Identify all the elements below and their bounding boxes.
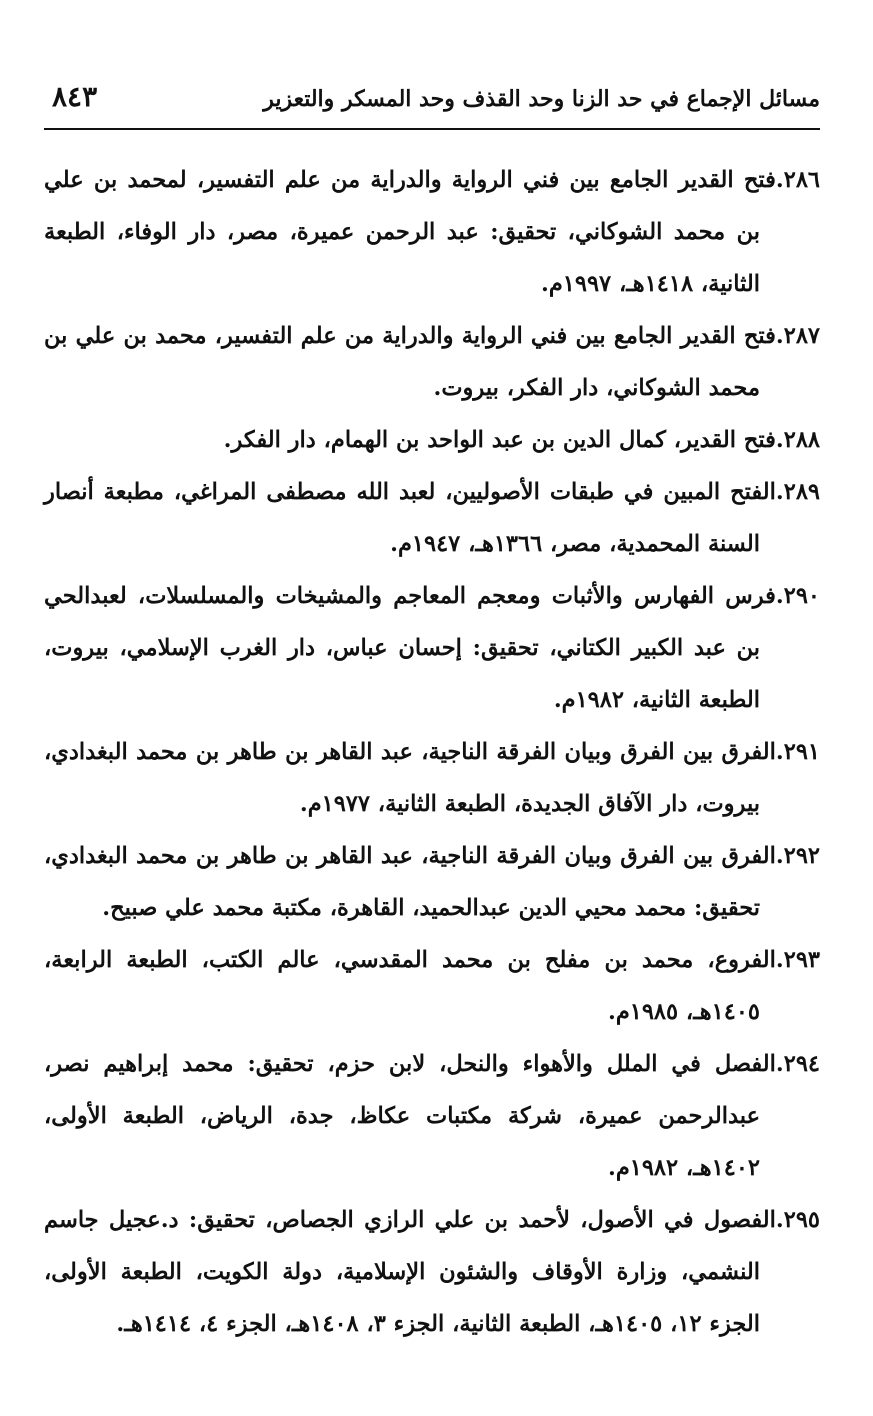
- entry-text: الفصل في الملل والأهواء والنحل، لابن حزم، تحقيق: محمد إبراهيم نصر، عبدالرحمن عميرة، شركة مكتبات عكاظ، جدة، الرياض، الطبعة الأولى، ١٤٠٢هـ، ١٩٨٢م.: [44, 1051, 776, 1181]
- bibliography-entry: [44, 726, 820, 830]
- bibliography-entry: [44, 414, 820, 466]
- entry-number: ٢٨٧.: [775, 323, 820, 349]
- entry-text: الفصول في الأصول، لأحمد بن علي الرازي الجصاص، تحقيق: د.عجيل جاسم النشمي، وزارة الأوقاف والشئون الإسلامية، دولة الكويت، الطبعة الأولى، الجزء ١٢، ١٤٠٥هـ، الطبعة الثانية، الجزء ٣، ١٤٠٨هـ، الجزء ٤، ١٤١٤هـ.: [44, 1207, 776, 1337]
- entry-number: ٢٨٨.: [775, 427, 820, 453]
- header-divider: [44, 128, 820, 130]
- entry-text: فتح القدير الجامع بين فني الرواية والدراية من علم التفسير، لمحمد بن علي بن محمد الشوكاني، تحقيق: عبد الرحمن عميرة، مصر، دار الوفاء، الطبعة الثانية، ١٤١٨هـ، ١٩٩٧م.: [44, 167, 776, 297]
- bibliography-entry: [44, 934, 820, 1038]
- entry-number: ٢٩٢.: [775, 843, 820, 869]
- entry-number: ٢٩٣.: [775, 947, 820, 973]
- running-header: [44, 80, 820, 126]
- bibliography-entry: [44, 830, 820, 934]
- entry-text: الفروع، محمد بن مفلح بن محمد المقدسي، عالم الكتب، الطبعة الرابعة، ١٤٠٥هـ، ١٩٨٥م.: [44, 947, 776, 1025]
- entry-number: ٢٩٠.: [775, 583, 820, 609]
- bibliography-list: [44, 154, 820, 1350]
- entry-number: ٢٨٦.: [775, 167, 820, 193]
- entry-text: الفتح المبين في طبقات الأصوليين، لعبد الله مصطفى المراغي، مطبعة أنصار السنة المحمدية، مصر، ١٣٦٦هـ، ١٩٤٧م.: [44, 479, 776, 557]
- bibliography-entry: [44, 154, 820, 310]
- bibliography-entry: [44, 466, 820, 570]
- entry-text: الفرق بين الفرق وبيان الفرقة الناجية، عبد القاهر بن طاهر بن محمد البغدادي، بيروت، دار الآفاق الجديدة، الطبعة الثانية، ١٩٧٧م.: [44, 739, 776, 817]
- entry-text: فتح القدير الجامع بين فني الرواية والدراية من علم التفسير، محمد بن علي بن محمد الشوكاني، دار الفكر، بيروت.: [44, 323, 776, 401]
- bibliography-entry: [44, 1038, 820, 1194]
- bibliography-entry: [44, 310, 820, 414]
- running-title: مسائل الإجماع في حد الزنا وحد القذف وحد المسكر والتعزير: [263, 86, 820, 112]
- bibliography-entry: [44, 570, 820, 726]
- entry-text: فرس الفهارس والأثبات ومعجم المعاجم والمشيخات والمسلسلات، لعبدالحي بن عبد الكبير الكتاني، تحقيق: إحسان عباس، دار الغرب الإسلامي، بيروت، الطبعة الثانية، ١٩٨٢م.: [44, 583, 776, 713]
- entry-number: ٢٩٥.: [775, 1207, 820, 1233]
- entry-number: ٢٩٤.: [775, 1051, 820, 1077]
- entry-number: ٢٩١.: [775, 739, 820, 765]
- entry-number: ٢٨٩.: [775, 479, 820, 505]
- page-number: ٨٤٣: [52, 80, 98, 113]
- bibliography-entry: [44, 1194, 820, 1350]
- entry-text: فتح القدير، كمال الدين بن عبد الواحد بن الهمام، دار الفكر.: [223, 427, 776, 453]
- entry-text: الفرق بين الفرق وبيان الفرقة الناجية، عبد القاهر بن طاهر بن محمد البغدادي، تحقيق: محمد محيي الدين عبدالحميد، القاهرة، مكتبة محمد علي صبيح.: [44, 843, 776, 921]
